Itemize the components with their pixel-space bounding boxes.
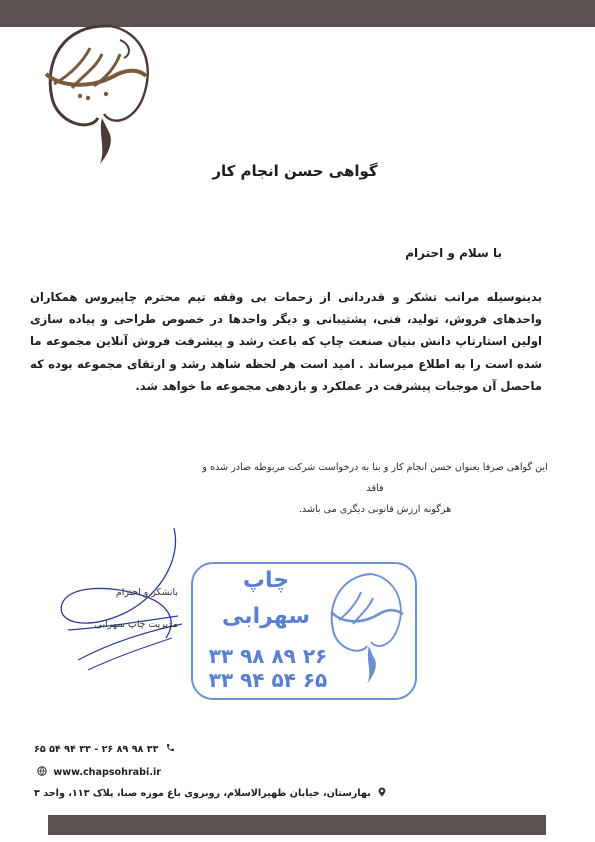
- stamp-name-line: چاپ: [242, 568, 290, 593]
- stamp-phone: ۳۳ ۹۸ ۸۹ ۲۶: [208, 644, 328, 668]
- stamp-logo-mark: [321, 568, 411, 692]
- footer-band: [48, 815, 546, 835]
- phone-icon: [165, 743, 175, 753]
- salutation: با سلام و احترام: [405, 246, 502, 260]
- closing-regards: باتشکر و احترام: [115, 587, 178, 598]
- letter-body: بدینوسیله مراتب تشکر و قدردانی از زحمات بی وقفه تیم محترم چاپیروس همکاران واحدهای فروش، تولید، فنی، پشتیبانی و دیگر واحدها در خصوص طراحی و پیاده سازی اولین استارتاپ دانش بنیان صنعت چاپ که باعث رشد و پیشرفت فروش آنلاین مجموعه ما شده است را به اطلاع میرساند . امید است هر لحظه شاهد رشد و ارتقای مجموعه بوده که ماحصل آن موجبات پیشرفت در عملکرد و بازدهی مجموعه ما خواهد شد.: [30, 290, 542, 393]
- location-pin-icon: [377, 787, 387, 797]
- stamp-phone: ۳۳ ۹۴ ۵۴ ۶۵: [208, 668, 328, 692]
- footer-address-text: بهارستان، خیابان ظهیرالاسلام، روبروی باغ موزه صبا، پلاک ۱۱۳، واحد ۳: [34, 788, 371, 799]
- company-stamp: [191, 562, 417, 700]
- disclaimer-note: [200, 457, 550, 520]
- footer-website-text[interactable]: www.chapsohrabi.ir: [53, 767, 161, 778]
- globe-icon: [37, 766, 47, 776]
- footer-website[interactable]: [34, 766, 161, 778]
- footer-address: [34, 787, 390, 799]
- company-logo: [32, 14, 160, 174]
- closing-block: [66, 577, 178, 641]
- disclaimer-line: این گواهی صرفا بعنوان حسن انجام کار و بنا به درخواست شرکت مربوطه صادر شده و فاقد: [202, 462, 548, 494]
- document-title: گواهی حسن انجام کار: [212, 162, 378, 180]
- signatory-title: مدیریت چاپ سهرابی: [94, 619, 178, 630]
- stamp-name-line: سهرابی: [222, 604, 310, 629]
- footer-phones-text: ۳۳ ۹۸ ۸۹ ۲۶ - ۳۳ ۹۴ ۵۴ ۶۵: [34, 744, 159, 755]
- footer-phones: [34, 743, 178, 755]
- disclaimer-line: هرگونه ارزش قانونی دیگری می باشد.: [298, 504, 452, 515]
